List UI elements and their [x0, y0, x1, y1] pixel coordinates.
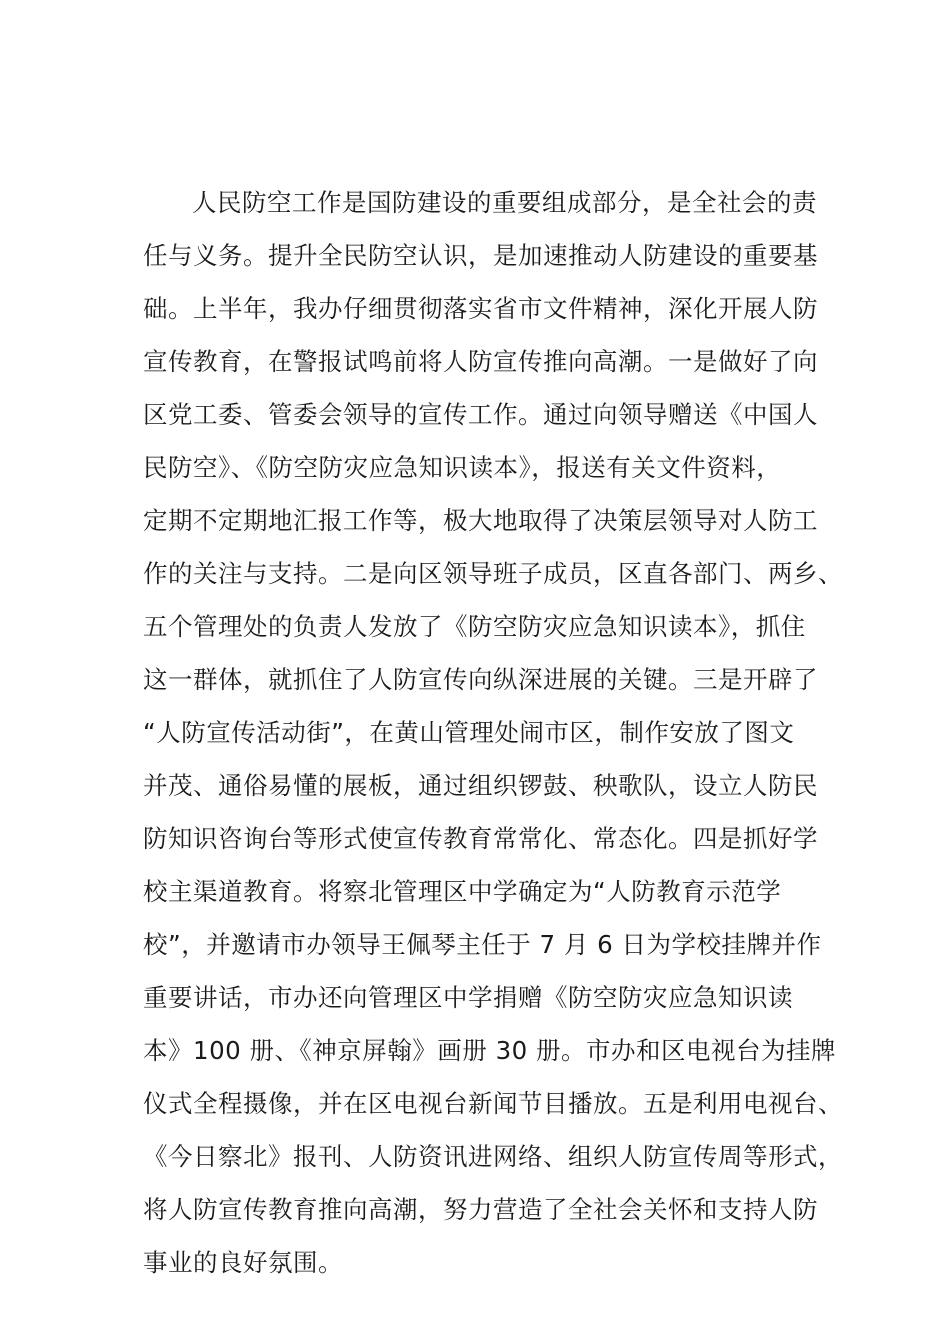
paragraph-line-12: 并茂、通俗易懂的展板，通过组织锣鼓、秧歌队，设立人防民 — [143, 771, 818, 800]
paragraph-line-9: 五个管理处的负责人发放了《防空防灾应急知识读本》，抓住 — [143, 612, 806, 641]
paragraph-line-13: 防知识咨询台等形式使宣传教育常常化、常态化。四是抓好学 — [143, 824, 818, 853]
paragraph-line-16: 重要讲话，市办还向管理区中学捐赠《防空防灾应急知识读 — [143, 983, 793, 1012]
paragraph-line-10: 这一群体，就抓住了人防宣传向纵深进展的关键。三是开辟了 — [143, 665, 818, 694]
paragraph-line-19: 《今日察北》报刊、人防资讯进网络、组织人防宣传周等形式， — [143, 1142, 843, 1171]
body-paragraph — [143, 176, 843, 1289]
paragraph-line-11: “人防宣传活动街”，在黄山管理处闹市区，制作安放了图文 — [143, 718, 795, 747]
paragraph-line-3: 础。上半年，我办仔细贯彻落实省市文件精神，深化开展人防 — [143, 294, 818, 323]
paragraph-line-8: 作的关注与支持。二是向区领导班子成员，区直各部门、两乡、 — [143, 559, 843, 588]
paragraph-line-7: 定期不定期地汇报工作等，极大地取得了决策层领导对人防工 — [143, 506, 818, 535]
paragraph-line-14: 校主渠道教育。将察北管理区中学确定为“人防教育示范学 — [143, 877, 782, 906]
paragraph-line-5: 区党工委、管委会领导的宣传工作。通过向领导赠送《中国人 — [143, 400, 818, 429]
paragraph-line-18: 仪式全程摄像，并在区电视台新闻节目播放。五是利用电视台、 — [143, 1089, 843, 1118]
paragraph-line-4: 宣传教育，在警报试鸣前将人防宣传推向高潮。一是做好了向 — [143, 347, 818, 376]
paragraph-line-6: 民防空》、《防空防灾应急知识读本》，报送有关文件资料， — [143, 453, 782, 482]
paragraph-line-20: 将人防宣传教育推向高潮，努力营造了全社会关怀和支持人防 — [143, 1195, 818, 1224]
paragraph-line-17: 本》100 册、《神京屏翰》画册 30 册。市办和区电视台为挂牌 — [143, 1036, 837, 1065]
paragraph-line-15: 校”，并邀请市办领导王佩琴主任于 7 月 6 日为学校挂牌并作 — [143, 930, 822, 959]
paragraph-line-21: 事业的良好氛围。 — [143, 1248, 343, 1277]
paragraph-line-2: 任与义务。提升全民防空认识，是加速推动人防建设的重要基 — [143, 241, 818, 270]
paragraph-line-1: 人民防空工作是国防建设的重要组成部分，是全社会的责 — [192, 188, 817, 217]
